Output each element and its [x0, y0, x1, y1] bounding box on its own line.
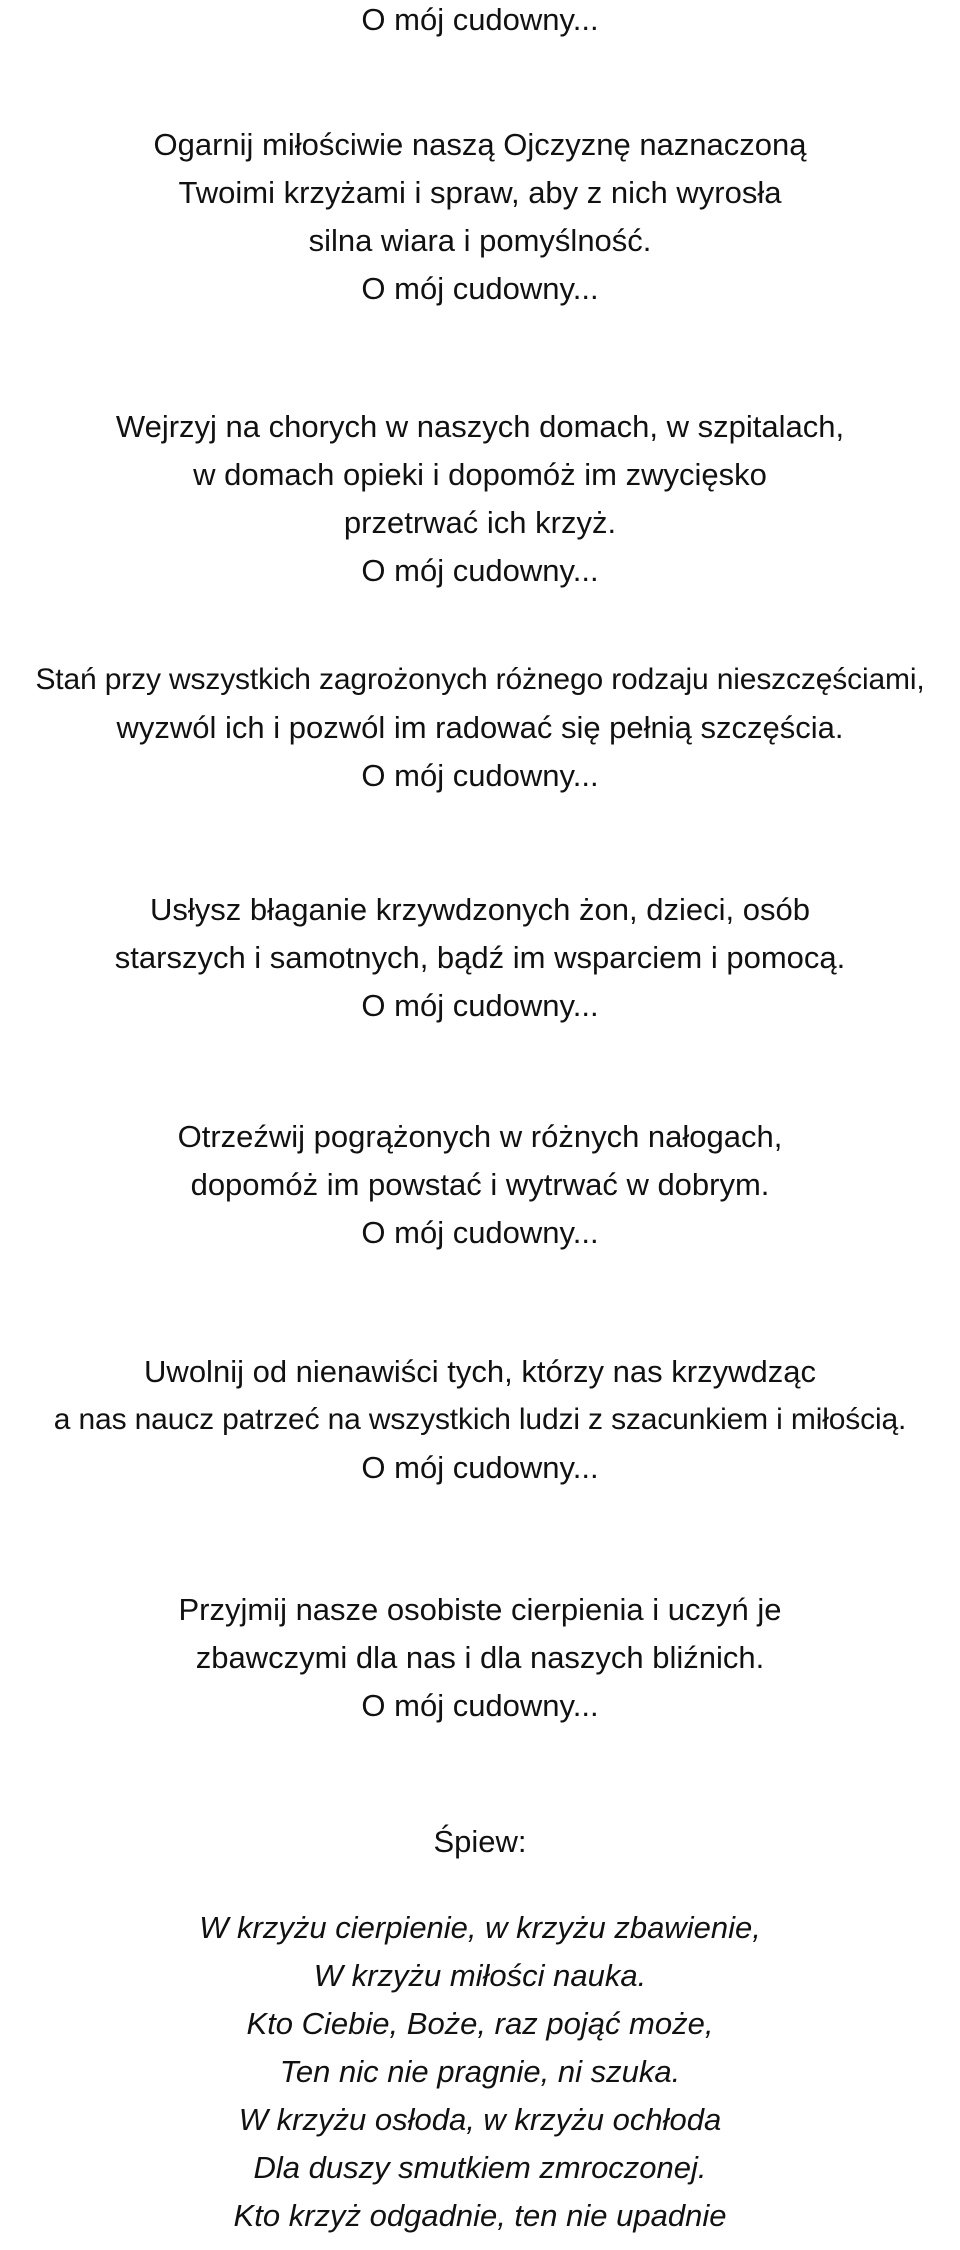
stanza-1-refrain: O mój cudowny... — [361, 271, 599, 306]
song-line-7: Kto krzyż odgadnie, ten nie upadnie — [233, 2198, 727, 2233]
stanza-6-refrain: O mój cudowny... — [361, 1450, 599, 1485]
stanza-1-line-3: silna wiara i pomyślność. — [308, 223, 652, 258]
stanza-4-line-1: Usłysz błaganie krzywdzonych żon, dzieci, osób — [150, 892, 810, 927]
song-line-6: Dla duszy smutkiem zmroczonej. — [253, 2150, 707, 2185]
stanza-5-line-2: dopomóż im powstać i wytrwać w dobrym. — [190, 1167, 770, 1202]
stanza-3-line-2: wyzwól ich i pozwól im radować się pełnią szczęścia. — [116, 710, 844, 745]
song-line-3: Kto Ciebie, Boże, raz pojąć może, — [246, 2006, 714, 2041]
song-line-4: Ten nic nie pragnie, ni szuka. — [279, 2054, 681, 2089]
stanza-6-line-1: Uwolnij od nienawiści tych, którzy nas krzywdząc — [144, 1354, 816, 1389]
stanza-1-line-2: Twoimi krzyżami i spraw, aby z nich wyrosła — [178, 175, 782, 210]
stanza-4-line-2: starszych i samotnych, bądź im wsparciem i pomocą. — [114, 940, 846, 975]
stanza-7-line-1: Przyjmij nasze osobiste cierpienia i uczyń je — [178, 1592, 782, 1627]
opening-refrain: O mój cudowny... — [361, 2, 599, 37]
stanza-1-line-1: Ogarnij miłościwie naszą Ojczyznę naznaczoną — [153, 127, 807, 162]
song-heading: Śpiew: — [433, 1824, 527, 1859]
stanza-2-line-3: przetrwać ich krzyż. — [343, 505, 617, 540]
stanza-2-line-1: Wejrzyj na chorych w naszych domach, w szpitalach, — [115, 409, 845, 444]
song-line-2: W krzyżu miłości nauka. — [313, 1958, 647, 1993]
song-line-1: W krzyżu cierpienie, w krzyżu zbawienie, — [199, 1910, 761, 1945]
stanza-3-line-1: Stań przy wszystkich zagrożonych różnego rodzaju nieszczęściami, — [35, 663, 925, 696]
stanza-3-refrain: O mój cudowny... — [361, 758, 599, 793]
stanza-7-line-2: zbawczymi dla nas i dla naszych bliźnich. — [195, 1640, 765, 1675]
stanza-7-refrain: O mój cudowny... — [361, 1688, 599, 1723]
stanza-4-refrain: O mój cudowny... — [361, 988, 599, 1023]
song-line-5: W krzyżu osłoda, w krzyżu ochłoda — [238, 2102, 722, 2137]
stanza-2-line-2: w domach opieki i dopomóż im zwycięsko — [193, 457, 767, 492]
stanza-5-line-1: Otrzeźwij pogrążonych w różnych nałogach, — [177, 1119, 783, 1154]
stanza-5-refrain: O mój cudowny... — [361, 1215, 599, 1250]
stanza-2-refrain: O mój cudowny... — [361, 553, 599, 588]
stanza-6-line-2: a nas naucz patrzeć na wszystkich ludzi z szacunkiem i miłością. — [53, 1403, 907, 1436]
